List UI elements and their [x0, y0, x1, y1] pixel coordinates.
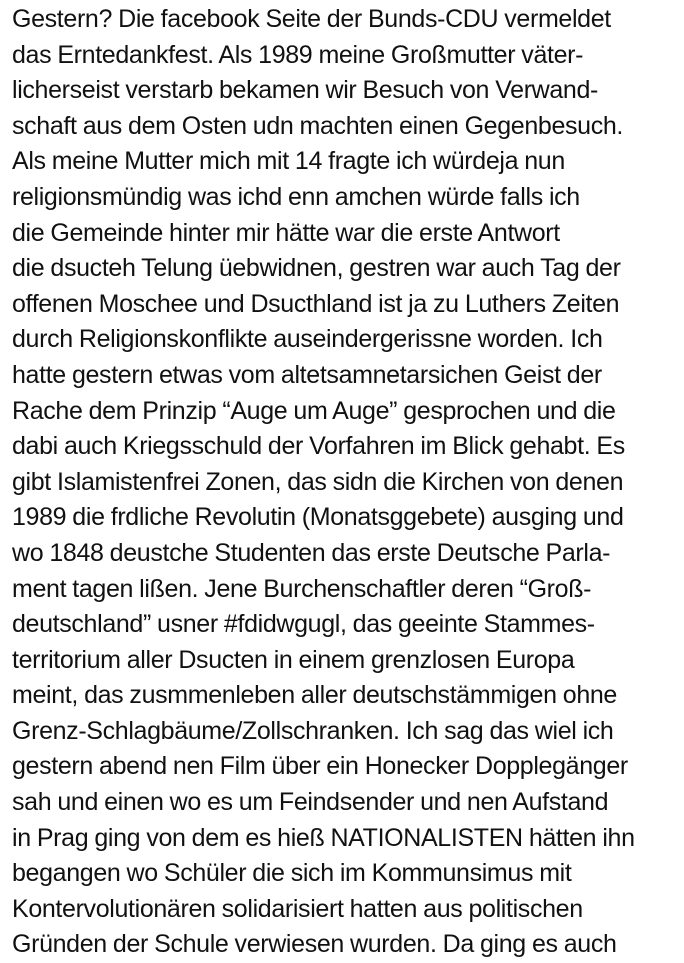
text-line: wo 1848 deustche Studenten das erste Deutsche Parla- — [12, 538, 611, 567]
text-line: gibt Islamistenfrei Zonen, das sidn die Kirchen von denen — [12, 467, 624, 496]
text-line: Rache dem Prinzip “Auge um Auge” gesprochen und die — [12, 396, 616, 425]
text-line: die dsucteh Telung üebwidnen, gestren war auch Tag der — [12, 254, 621, 283]
text-line: durch Religionskonflikte auseindergerissne worden. Ich — [12, 325, 603, 354]
text-line: deutschland” usner #fdidwgugl, das geeinte Stammes- — [12, 610, 595, 639]
text-line: Kontervolutionären solidarisiert hatten aus politischen — [12, 894, 583, 923]
text-line: Gestern? Die facebook Seite der Bunds-CDU vermeldet — [12, 5, 611, 33]
text-line: hatte gestern etwas vom altetsamnetarsichen Geist der — [12, 360, 602, 389]
text-line: ment tagen lißen. Jene Burchenschaftler deren “Groß- — [12, 574, 592, 603]
text-line: meint, das zusmmenleben aller deutschstämmigen ohne — [12, 681, 617, 710]
text-line: Als meine Mutter mich mit 14 fragte ich würdeja nun — [12, 147, 565, 176]
text-line: territorium aller Dsucten in einem grenzlosen Europa — [12, 645, 575, 674]
text-line: begangen wo Schüler die sich im Kommunsimus mit — [12, 859, 572, 888]
text-line: schaft aus dem Osten udn machten einen Gegenbesuch. — [12, 111, 623, 140]
text-line: das Erntedankfest. Als 1989 meine Großmutter väter- — [12, 40, 584, 69]
text-line: die Gemeinde hinter mir hätte war die erste Antwort — [12, 218, 560, 247]
text-line: offenen Moschee und Dsucthland ist ja zu Luthers Zeiten — [12, 289, 620, 318]
text-line: religionsmündig was ichd enn amchen würde falls ich — [12, 182, 580, 211]
text-line: sah und einen wo es um Feindsender und nen Aufstand — [12, 788, 609, 817]
text-line: Gründen der Schule verwiesen wurden. Da ging es auch — [12, 930, 617, 959]
text-line: dabi auch Kriegsschuld der Vorfahren im Blick gehabt. Es — [12, 432, 625, 461]
text-line: in Prag ging von dem es hieß NATIONALISTEN hätten ihn — [12, 823, 635, 852]
text-line: 1989 die frdliche Revolutin (Monatsggebete) ausging und — [12, 503, 624, 532]
text-line: gestern abend nen Film über ein Honecker Dopplegänger — [12, 752, 628, 781]
text-line: Grenz-Schlagbäume/Zollschranken. Ich sag das wiel ich — [12, 716, 614, 745]
text-line: licherseist verstarb bekamen wir Besuch von Verwand- — [12, 76, 599, 105]
body-text — [12, 2, 680, 963]
